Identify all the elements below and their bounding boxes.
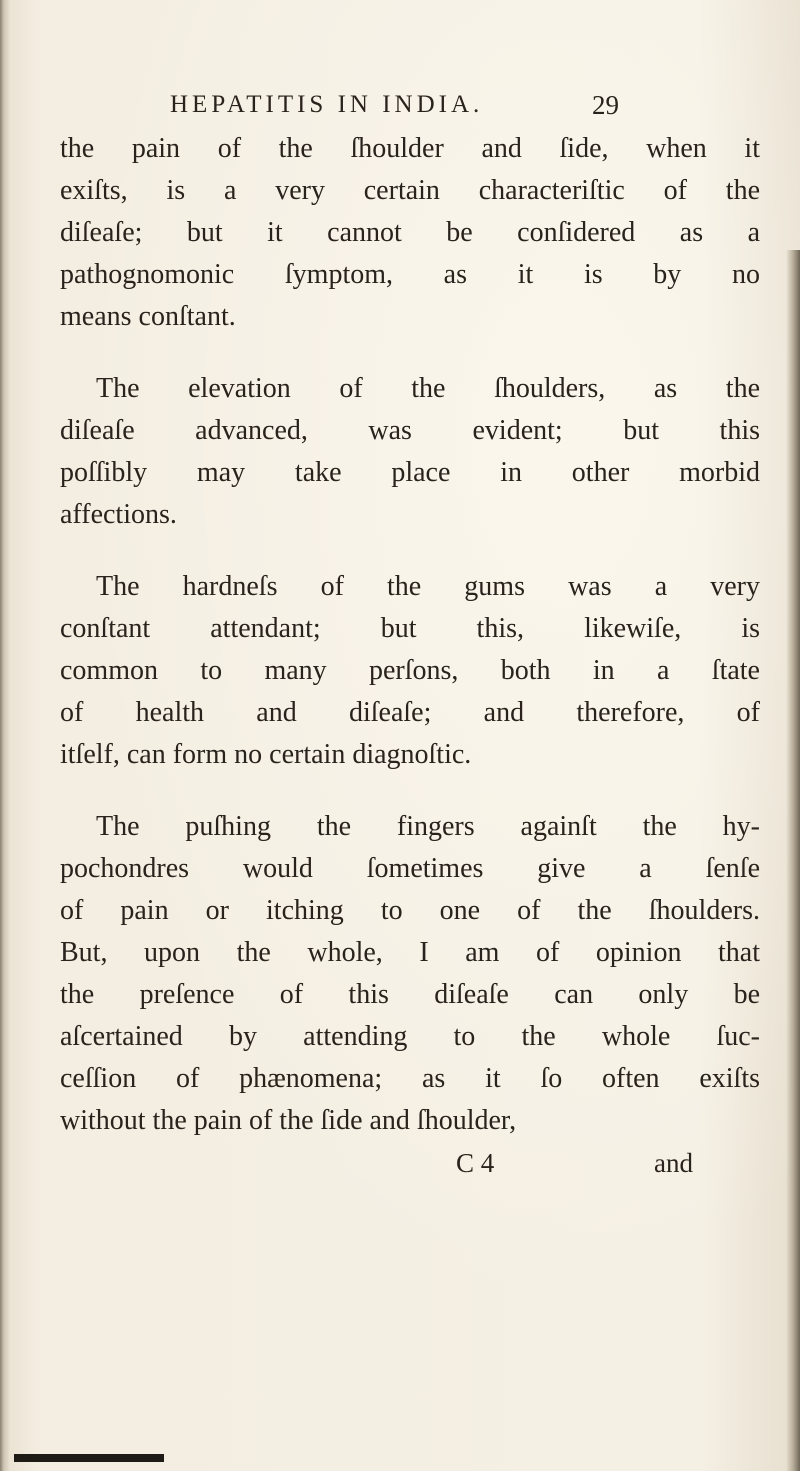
page-number: 29 bbox=[592, 90, 619, 120]
text-line: of health and diſeaſe; and therefore, of bbox=[60, 697, 760, 728]
catchword: and bbox=[654, 1148, 693, 1178]
text-line: ceſſion of phænomena; as it ſo often exiſts bbox=[60, 1063, 760, 1094]
text-line: diſeaſe advanced, was evident; but this bbox=[60, 415, 760, 446]
page-gutter-shadow bbox=[0, 0, 10, 1471]
text-line: pochondres would ſometimes give a ſenſe bbox=[60, 853, 760, 884]
text-line: affections. bbox=[60, 499, 177, 530]
text-line: common to many perſons, both in a ſtate bbox=[60, 655, 760, 686]
text-line: But, upon the whole, I am of opinion that bbox=[60, 937, 760, 968]
text-line: without the pain of the ſide and ſhoulder, bbox=[60, 1105, 517, 1136]
page-edge-shadow bbox=[786, 250, 800, 1471]
text-line: exiſts, is a very certain characteriſtic of the bbox=[60, 175, 760, 206]
running-head bbox=[0, 88, 800, 122]
running-title: HEPATITIS IN INDIA. bbox=[170, 91, 484, 118]
text-line: pathognomonic ſymptom, as it is by no bbox=[60, 259, 760, 290]
text-line: the pain of the ſhoulder and ſide, when it bbox=[60, 133, 760, 164]
text-line: The elevation of the ſhoulders, as the bbox=[96, 373, 760, 404]
bottom-edge-mark bbox=[14, 1454, 164, 1462]
text-line: means conſtant. bbox=[60, 301, 236, 332]
text-line: aſcertained by attending to the whole ſuc- bbox=[60, 1021, 760, 1052]
text-line: diſeaſe; but it cannot be conſidered as a bbox=[60, 217, 760, 248]
text-line: conſtant attendant; but this, likewiſe, is bbox=[60, 613, 760, 644]
text-line: poſſibly may take place in other morbid bbox=[60, 457, 760, 488]
text-line: The hardneſs of the gums was a very bbox=[96, 571, 760, 602]
signature-mark: C 4 bbox=[456, 1148, 495, 1178]
text-line: The puſhing the fingers againſt the hy- bbox=[96, 811, 760, 842]
text-line: of pain or itching to one of the ſhoulders. bbox=[60, 895, 760, 926]
text-line: the preſence of this diſeaſe can only be bbox=[60, 979, 760, 1010]
text-line: itſelf, can form no certain diagnoſtic. bbox=[60, 739, 472, 770]
